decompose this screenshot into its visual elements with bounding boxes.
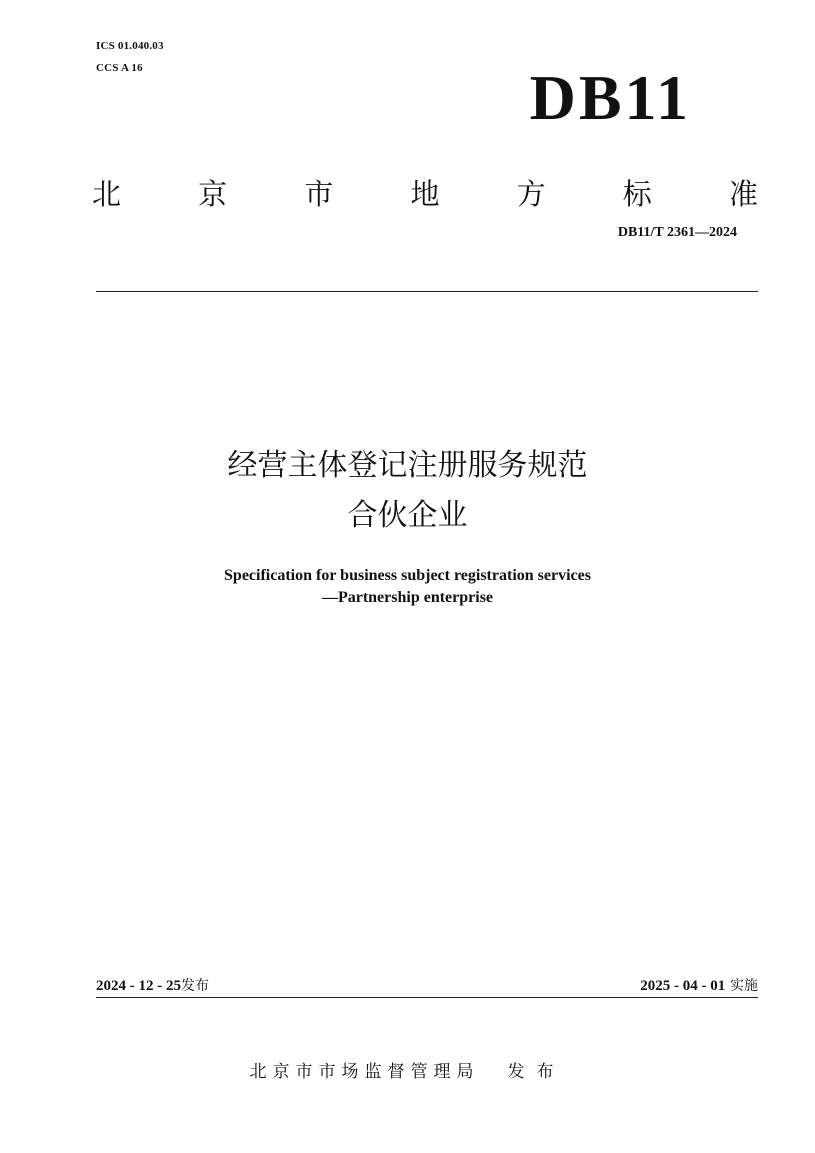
issue-date-block bbox=[96, 975, 209, 995]
standard-type-char: 京 bbox=[198, 177, 228, 211]
title-chinese-main: 经营主体登记注册服务规范 bbox=[227, 448, 588, 483]
footer-divider bbox=[96, 997, 758, 998]
ccs-code: CCS A 16 bbox=[96, 62, 143, 74]
title-chinese-sub: 合伙企业 bbox=[347, 498, 468, 533]
publisher-name: 北京市市场监督管理局 bbox=[249, 1062, 480, 1082]
issue-label: 发布 bbox=[181, 978, 209, 994]
publisher-line bbox=[0, 1057, 815, 1082]
standard-type-char: 北 bbox=[92, 177, 122, 211]
effective-label: 实施 bbox=[730, 978, 758, 994]
ics-code: ICS 01.040.03 bbox=[96, 40, 164, 52]
issue-date: 2024 - 12 - 25 bbox=[96, 978, 181, 994]
effective-date-block bbox=[640, 975, 758, 995]
header-divider bbox=[96, 291, 758, 292]
standard-logo: DB11 bbox=[529, 62, 691, 133]
standard-type-char: 方 bbox=[516, 177, 546, 211]
standard-type-char: 准 bbox=[728, 177, 758, 211]
standard-type-char: 市 bbox=[304, 177, 334, 211]
title-english-main: Specification for business subject registration services bbox=[224, 567, 591, 584]
title-english-sub: —Partnership enterprise bbox=[321, 589, 494, 606]
effective-date: 2025 - 04 - 01 bbox=[640, 978, 726, 994]
standard-type-heading bbox=[92, 177, 758, 211]
publisher-action: 发布 bbox=[507, 1062, 566, 1082]
standard-number: DB11/T 2361—2024 bbox=[617, 225, 737, 240]
standard-type-char: 地 bbox=[410, 177, 440, 211]
standard-type-char: 标 bbox=[622, 177, 652, 211]
